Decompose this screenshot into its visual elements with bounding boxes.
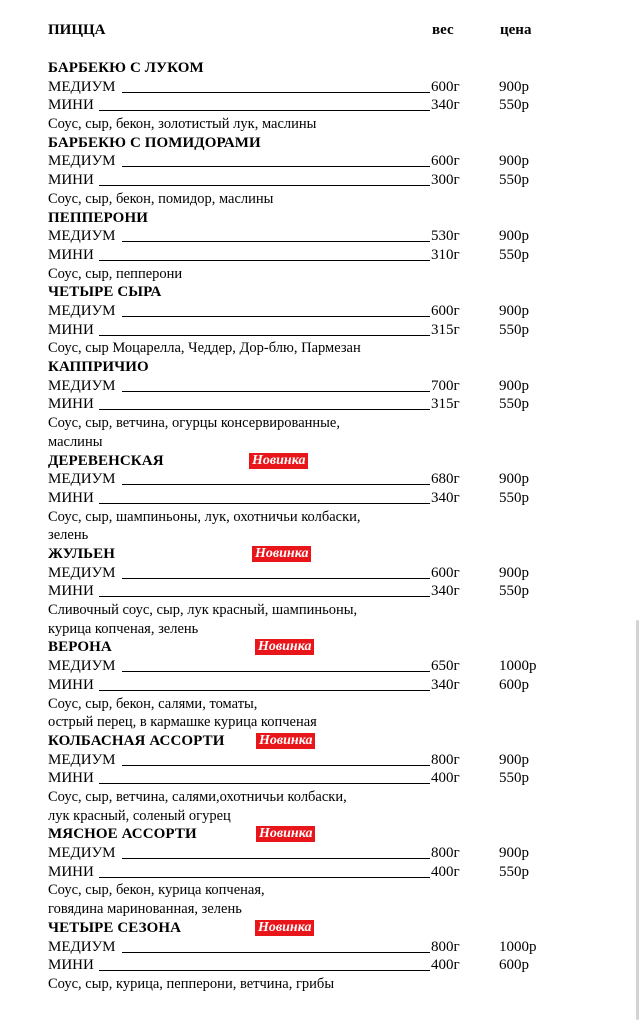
menu-item-description: Соус, сыр, курица, пепперони, ветчина, грибы xyxy=(48,975,335,992)
size-price: 550р xyxy=(499,321,529,338)
size-row xyxy=(0,321,643,340)
menu-item-description: Соус, сыр, шампиньоны, лук, охотничьи колбаски, зелень xyxy=(48,508,361,544)
dotted-leader-line xyxy=(122,391,430,392)
size-price: 550р xyxy=(499,770,529,787)
dotted-leader-line xyxy=(99,690,430,691)
size-weight: 310г xyxy=(431,246,460,263)
new-badge: Новинка xyxy=(255,920,314,936)
menu-item-description: Соус, сыр Моцарелла, Чеддер, Дор-блю, Пармезан xyxy=(48,340,361,357)
new-badge: Новинка xyxy=(255,639,314,655)
dotted-leader-line xyxy=(122,952,430,953)
size-weight: 400г xyxy=(431,957,460,974)
size-label: МЕДИУМ xyxy=(48,845,116,862)
menu-item-name: ПЕППЕРОНИ xyxy=(48,209,148,226)
size-label: МИНИ xyxy=(48,863,94,880)
size-weight: 340г xyxy=(431,97,460,114)
size-weight: 800г xyxy=(431,938,460,955)
menu-item-name: БАРБЕКЮ С ЛУКОМ xyxy=(48,60,204,76)
size-label: МЕДИУМ xyxy=(48,228,116,245)
size-label: МИНИ xyxy=(48,97,94,114)
menu-item-description: Сливочный соус, сыр, лук красный, шампиньоны, курица копченая, зелень xyxy=(48,602,358,637)
menu-item-title-row xyxy=(0,638,643,657)
size-row xyxy=(0,152,643,171)
size-price: 900р xyxy=(499,302,529,319)
size-price: 900р xyxy=(499,751,529,768)
menu-item-name: МЯСНОЕ АССОРТИ xyxy=(48,826,197,843)
size-row xyxy=(0,844,643,863)
menu-item-name: ВЕРОНА xyxy=(48,639,112,656)
size-price: 900р xyxy=(499,471,529,488)
dotted-leader-line xyxy=(122,241,430,242)
dotted-leader-line xyxy=(122,92,430,93)
size-price: 600р xyxy=(499,957,529,974)
dotted-leader-line xyxy=(122,671,430,672)
menu-item xyxy=(0,134,643,209)
menu-item-description: Соус, сыр, ветчина, огурцы консервированные, маслины xyxy=(48,415,340,450)
dotted-leader-line xyxy=(122,316,430,317)
menu-item-name: ЧЕТЫРЕ СЕЗОНА xyxy=(48,919,182,936)
size-label: МИНИ xyxy=(48,246,94,263)
menu-item xyxy=(0,59,643,134)
dotted-leader-line xyxy=(99,335,430,336)
dotted-leader-line xyxy=(99,409,430,410)
menu-item xyxy=(0,452,643,545)
dotted-leader-line xyxy=(122,484,430,485)
size-row xyxy=(0,489,643,508)
size-price: 600р xyxy=(499,676,529,693)
size-label: МИНИ xyxy=(48,396,94,413)
size-weight: 315г xyxy=(431,396,460,413)
size-row xyxy=(0,377,643,396)
menu-item xyxy=(0,358,643,451)
size-weight: 530г xyxy=(431,228,460,245)
menu-item-name: ЖУЛЬЕН xyxy=(48,546,116,562)
dotted-leader-line xyxy=(99,260,430,261)
new-badge: Новинка xyxy=(256,733,315,749)
size-weight: 400г xyxy=(431,863,460,880)
weight-column-header: вес xyxy=(432,22,454,38)
menu-item-title-row xyxy=(0,545,643,564)
dotted-leader-line xyxy=(122,765,430,766)
size-weight: 315г xyxy=(431,321,460,338)
size-label: МЕДИУМ xyxy=(48,471,116,488)
menu-item-name: БАРБЕКЮ С ПОМИДОРАМИ xyxy=(48,134,261,151)
menu-item-description: Соус, сыр, бекон, курица копченая, говядина маринованная, зелень xyxy=(48,882,265,918)
scrollbar[interactable] xyxy=(636,620,639,1020)
menu-item-title-row xyxy=(0,59,643,78)
menu-item xyxy=(0,919,643,994)
dotted-leader-line xyxy=(99,185,430,186)
size-label: МЕДИУМ xyxy=(48,564,116,581)
size-row xyxy=(0,769,643,788)
size-price: 900р xyxy=(499,377,529,394)
size-row xyxy=(0,78,643,97)
size-label: МЕДИУМ xyxy=(48,377,116,394)
size-label: МЕДИУМ xyxy=(48,658,116,675)
size-weight: 600г xyxy=(431,153,460,170)
pizza-menu-list xyxy=(0,59,643,994)
menu-item xyxy=(0,545,643,638)
size-weight: 600г xyxy=(431,302,460,319)
size-label: МЕДИУМ xyxy=(48,302,116,319)
size-weight: 800г xyxy=(431,845,460,862)
menu-item xyxy=(0,732,643,825)
dotted-leader-line xyxy=(99,596,430,597)
size-label: МЕДИУМ xyxy=(48,78,116,95)
menu-item-description: Соус, сыр, бекон, салями, томаты, острый перец, в кармашке курица копченая xyxy=(48,695,317,731)
size-price: 550р xyxy=(499,583,529,600)
size-price: 1000р xyxy=(499,658,537,675)
menu-item xyxy=(0,638,643,731)
menu-item-title-row xyxy=(0,825,643,844)
new-badge: Новинка xyxy=(249,453,308,469)
size-weight: 340г xyxy=(431,583,460,600)
menu-item xyxy=(0,825,643,918)
size-weight: 700г xyxy=(431,377,460,394)
size-label: МИНИ xyxy=(48,489,94,506)
size-label: МЕДИУМ xyxy=(48,751,116,768)
menu-item-title-row xyxy=(0,209,643,228)
size-label: МИНИ xyxy=(48,770,94,787)
size-weight: 600г xyxy=(431,78,460,95)
size-label: МИНИ xyxy=(48,957,94,974)
menu-item-description: Соус, сыр, бекон, помидор, маслины xyxy=(48,190,274,207)
menu-item-name: КОЛБАСНАЯ АССОРТИ xyxy=(48,732,225,749)
price-column-header: цена xyxy=(500,22,532,38)
menu-item-title-row xyxy=(0,283,643,302)
size-label: МЕДИУМ xyxy=(48,153,116,170)
menu-item-title-row xyxy=(0,134,643,153)
size-row xyxy=(0,863,643,882)
size-price: 900р xyxy=(499,564,529,581)
size-price: 900р xyxy=(499,228,529,245)
size-row xyxy=(0,395,643,414)
size-label: МИНИ xyxy=(48,583,94,600)
dotted-leader-line xyxy=(122,578,430,579)
dotted-leader-line xyxy=(99,783,430,784)
menu-header xyxy=(0,22,643,42)
size-price: 900р xyxy=(499,845,529,862)
size-price: 550р xyxy=(499,172,529,189)
menu-item-title-row xyxy=(0,919,643,938)
size-weight: 340г xyxy=(431,676,460,693)
size-price: 550р xyxy=(499,246,529,263)
size-row xyxy=(0,676,643,695)
dotted-leader-line xyxy=(122,858,430,859)
size-price: 550р xyxy=(499,396,529,413)
size-row xyxy=(0,657,643,676)
size-weight: 300г xyxy=(431,172,460,189)
size-price: 1000р xyxy=(499,938,537,955)
size-row xyxy=(0,582,643,601)
size-row xyxy=(0,96,643,115)
size-row xyxy=(0,302,643,321)
menu-item-title-row xyxy=(0,452,643,471)
size-weight: 800г xyxy=(431,751,460,768)
menu-item-description: Соус, сыр, ветчина, салями,охотничьи колбаски, лук красный, соленый огурец xyxy=(48,789,347,824)
menu-item-description: Соус, сыр, пепперони xyxy=(48,265,183,282)
menu-item-name: ДЕРЕВЕНСКАЯ xyxy=(48,452,164,469)
size-label: МИНИ xyxy=(48,321,94,338)
size-row xyxy=(0,171,643,190)
size-weight: 680г xyxy=(431,471,460,488)
new-badge: Новинка xyxy=(256,826,315,842)
menu-item-title-row xyxy=(0,732,643,751)
dotted-leader-line xyxy=(99,877,430,878)
size-label: МИНИ xyxy=(48,676,94,693)
size-weight: 400г xyxy=(431,770,460,787)
size-row xyxy=(0,470,643,489)
dotted-leader-line xyxy=(99,110,430,111)
menu-item xyxy=(0,283,643,358)
size-row xyxy=(0,227,643,246)
size-weight: 650г xyxy=(431,658,460,675)
dotted-leader-line xyxy=(99,970,430,971)
dotted-leader-line xyxy=(99,503,430,504)
size-row xyxy=(0,564,643,583)
menu-item-title-row xyxy=(0,358,643,377)
new-badge: Новинка xyxy=(252,546,311,562)
size-row xyxy=(0,751,643,770)
size-row xyxy=(0,246,643,265)
page-title: ПИЦЦА xyxy=(48,22,106,38)
size-price: 900р xyxy=(499,78,529,95)
size-row xyxy=(0,938,643,957)
size-weight: 600г xyxy=(431,564,460,581)
size-price: 550р xyxy=(499,863,529,880)
size-weight: 340г xyxy=(431,489,460,506)
menu-item-name: КАППРИЧИО xyxy=(48,359,149,376)
size-price: 550р xyxy=(499,489,529,506)
size-price: 900р xyxy=(499,153,529,170)
size-price: 550р xyxy=(499,97,529,114)
menu-item xyxy=(0,209,643,284)
menu-item-description: Соус, сыр, бекон, золотистый лук, маслины xyxy=(48,116,317,133)
dotted-leader-line xyxy=(122,166,430,167)
menu-item-name: ЧЕТЫРЕ СЫРА xyxy=(48,284,162,301)
size-row xyxy=(0,956,643,975)
size-label: МИНИ xyxy=(48,172,94,189)
size-label: МЕДИУМ xyxy=(48,938,116,955)
